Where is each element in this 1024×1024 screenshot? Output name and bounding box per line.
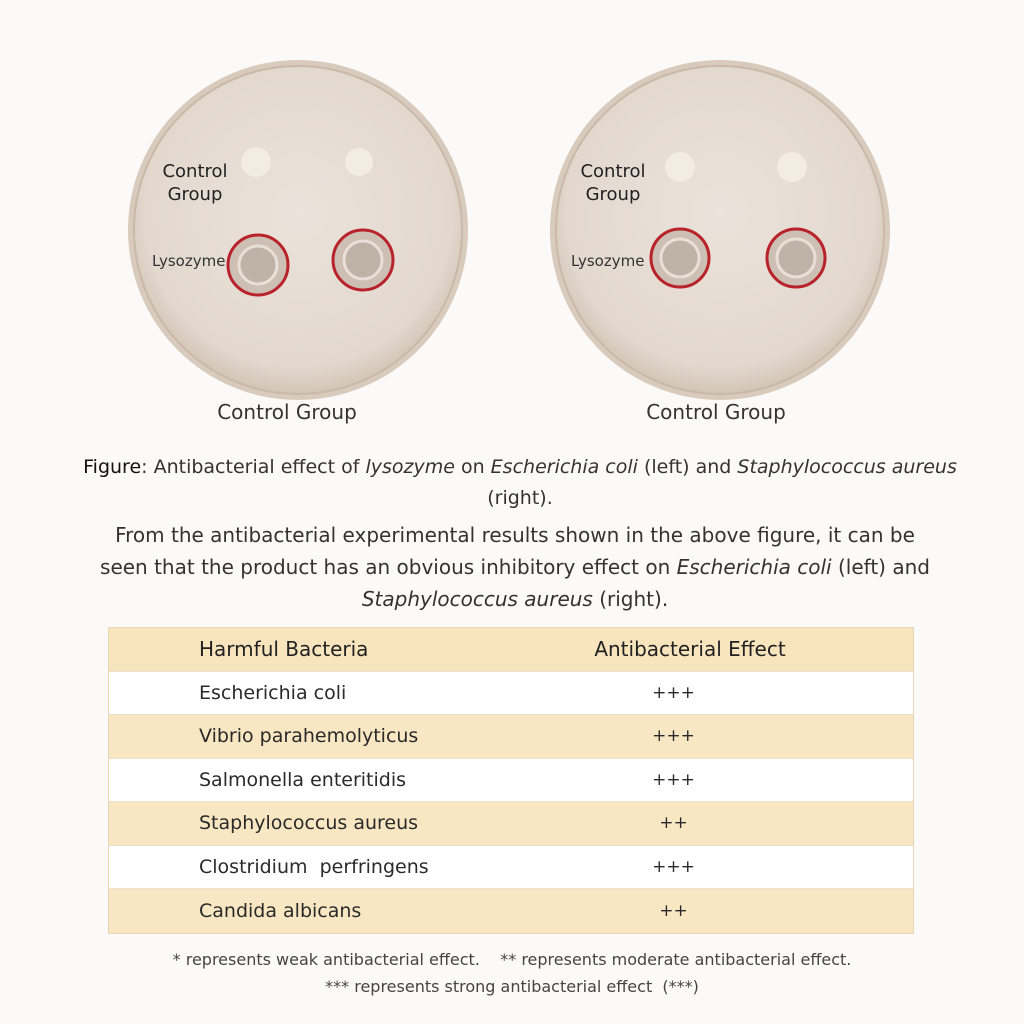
- effect-cell: ++: [659, 900, 688, 921]
- control-group-label-right: Control Group: [580, 161, 646, 205]
- table-header-row: [109, 628, 913, 672]
- bacteria-cell: Clostridium perfringens: [199, 855, 429, 878]
- plate-caption-right: Control Group: [646, 400, 786, 424]
- bacteria-cell: Staphylococcus aureus: [199, 812, 419, 835]
- table-row: [109, 802, 913, 846]
- effect-cell: +++: [652, 726, 695, 747]
- column-header-effect: Antibacterial Effect: [594, 637, 786, 662]
- control-disc: [345, 148, 373, 176]
- control-disc: [241, 147, 271, 177]
- bacteria-cell: Vibrio parahemolyticus: [199, 725, 419, 748]
- effect-cell: ++: [659, 813, 688, 834]
- column-header-bacteria: Harmful Bacteria: [199, 637, 369, 662]
- petri-dish-left: [123, 55, 473, 405]
- petri-plates-figure: [0, 0, 1024, 430]
- footnote-line-1: * represents weak antibacterial effect. ** represents moderate antibacterial effect.: [172, 950, 852, 969]
- effect-cell: +++: [652, 682, 695, 703]
- table-row: [109, 846, 913, 890]
- control-disc: [777, 152, 807, 182]
- control-disc: [665, 152, 695, 182]
- table-row: [109, 759, 913, 803]
- lysozyme-label-right: Lysozyme: [571, 252, 645, 270]
- effect-cell: +++: [652, 769, 695, 790]
- effect-cell: +++: [652, 856, 695, 877]
- antibacterial-table: [108, 627, 914, 934]
- table-row: [109, 672, 913, 716]
- bacteria-cell: Escherichia coli: [199, 681, 347, 704]
- control-group-label-left: Control Group: [162, 161, 228, 205]
- footnote-line-2: *** represents strong antibacterial effect (***): [325, 977, 699, 996]
- table-row: [109, 715, 913, 759]
- bacteria-cell: Salmonella enteritidis: [199, 768, 407, 791]
- bacteria-cell: Candida albicans: [199, 899, 362, 922]
- lysozyme-label-left: Lysozyme: [152, 252, 226, 270]
- table-row: [109, 889, 913, 933]
- petri-dish-right: [545, 55, 895, 405]
- plate-caption-left: Control Group: [217, 400, 357, 424]
- results-description: From the antibacterial experimental results shown in the above figure, it can be seen that the product has an obvious inhibitory effect on Escherichia coli (left) and Staphylococcus aureus (right).: [100, 523, 930, 611]
- figure-caption: Figure: Antibacterial effect of lysozyme on Escherichia coli (left) and Staphylococcus aureus (right).: [83, 456, 957, 509]
